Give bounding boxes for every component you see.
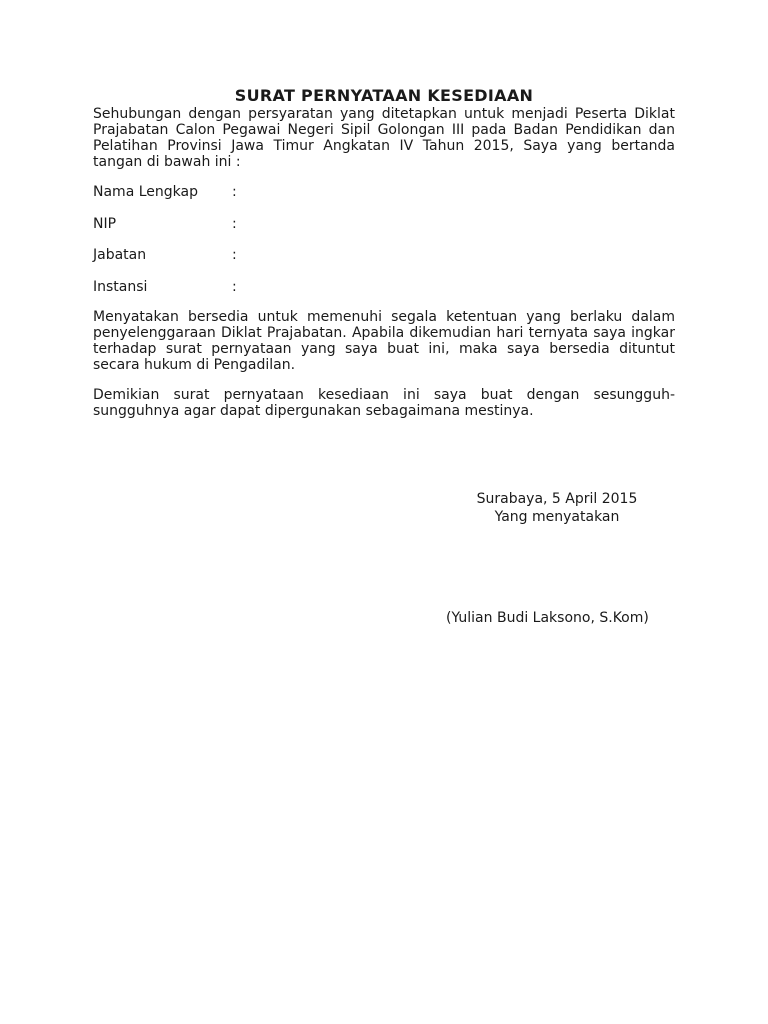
field-row-instansi (93, 279, 675, 311)
document-title: SURAT PERNYATAAN KESEDIAAN (234, 86, 534, 105)
field-colon: : (232, 184, 237, 200)
identity-fields (93, 184, 675, 310)
field-label: Jabatan (93, 247, 147, 263)
closing-paragraph: Demikian surat pernyataan kesediaan ini saya buat dengan sesungguh-sungguhnya agar dapat dipergunakan sebagaimana mestinya. (93, 387, 675, 419)
intro-paragraph: Sehubungan dengan persyaratan yang ditetapkan untuk menjadi Peserta Diklat Prajabatan Calon Pegawai Negeri Sipil Golongan III pada Badan Pendidikan dan Pelatihan Provinsi Jawa Timur Angkatan IV Tahun 2015, Saya yang bertanda tangan di bawah ini : (93, 106, 675, 170)
field-label: NIP (93, 215, 117, 232)
field-label: Nama Lengkap (93, 184, 198, 200)
field-label: Instansi (93, 278, 148, 295)
signature-name: (Yulian Budi Laksono, S.Kom) (446, 610, 649, 626)
field-colon: : (232, 247, 237, 263)
signature-place-date: Surabaya, 5 April 2015 (476, 491, 638, 507)
field-colon: : (232, 215, 237, 232)
signature-role: Yang menyatakan (494, 509, 620, 525)
field-row-jabatan (93, 247, 675, 279)
field-row-nama-lengkap (93, 184, 675, 216)
field-colon: : (232, 278, 237, 295)
field-row-nip (93, 216, 675, 248)
statement-paragraph: Menyatakan bersedia untuk memenuhi segala ketentuan yang berlaku dalam penyelenggaraan Diklat Prajabatan. Apabila dikemudian hari ternyata saya ingkar terhadap surat pernyataan yang saya buat ini, maka saya bersedia dituntut secara hukum di Pengadilan. (93, 309, 675, 373)
